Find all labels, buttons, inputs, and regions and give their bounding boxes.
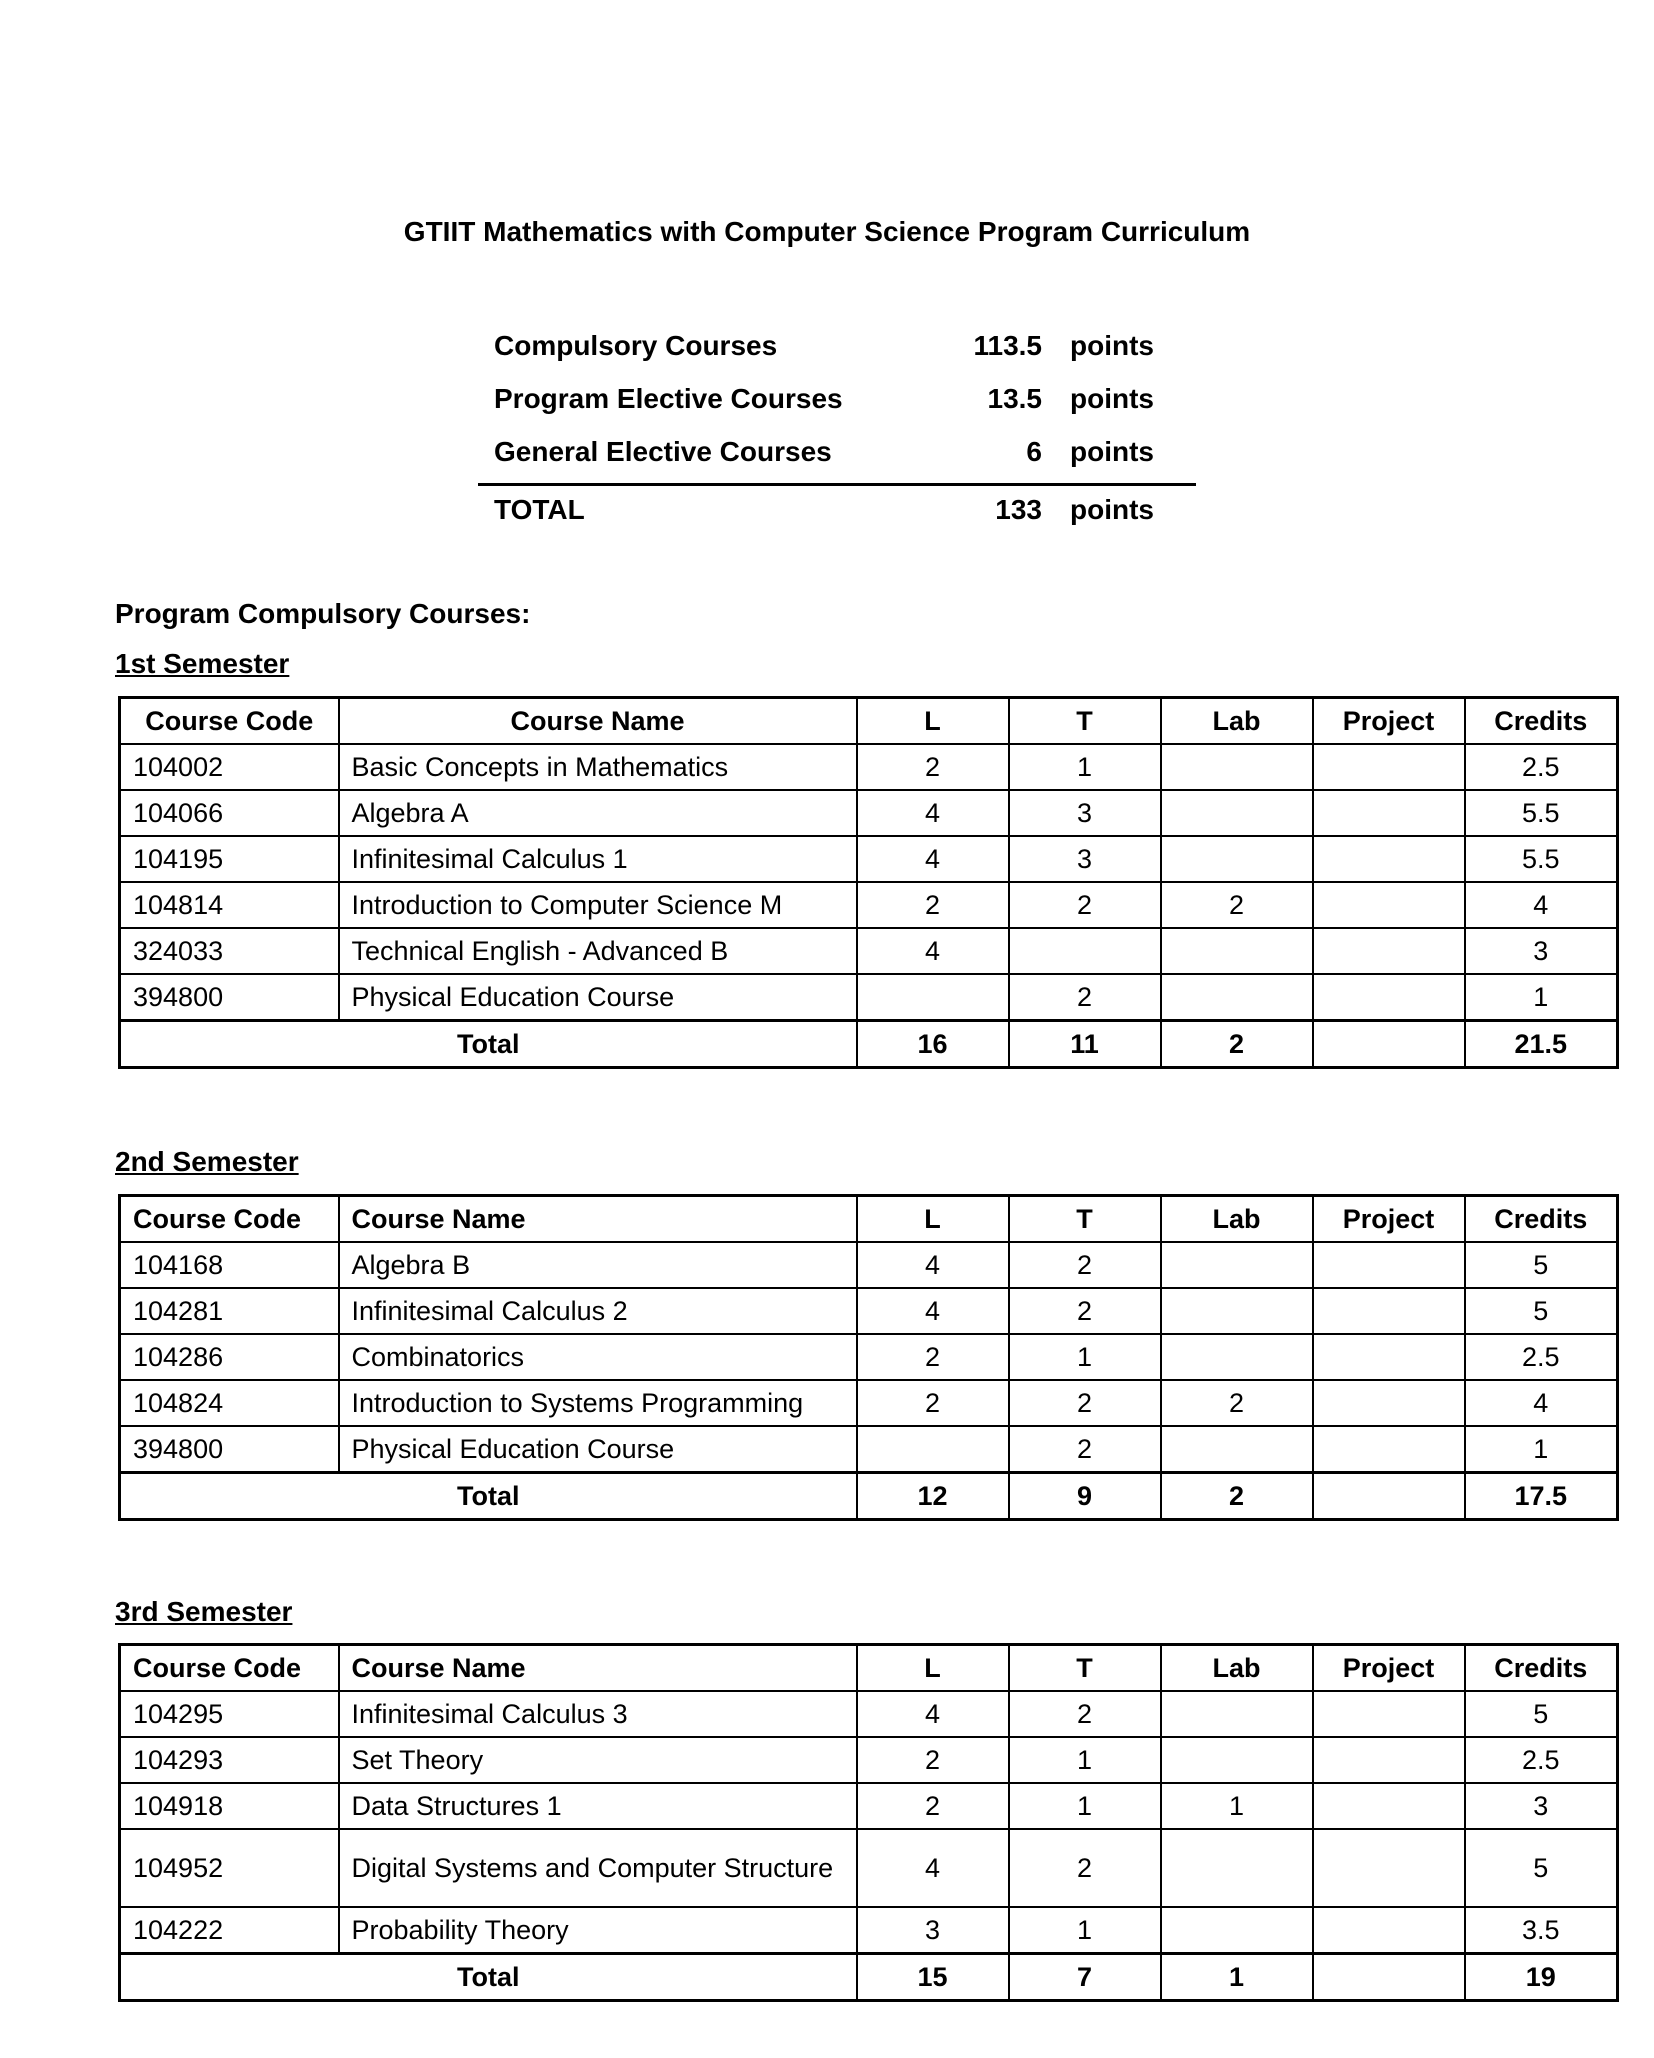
total-label: Total [120, 1473, 857, 1520]
course-name: Infinitesimal Calculus 3 [339, 1691, 857, 1737]
total-credits: 19 [1465, 1954, 1618, 2001]
column-header: Lab [1161, 1196, 1313, 1243]
course-code: 104952 [120, 1829, 339, 1907]
course-name: Introduction to Computer Science M [339, 882, 857, 928]
lab-hours [1161, 836, 1313, 882]
course-name: Probability Theory [339, 1907, 857, 1954]
credits: 3 [1465, 928, 1618, 974]
tutorial-hours: 2 [1009, 974, 1161, 1021]
lab-hours: 2 [1161, 1380, 1313, 1426]
course-code: 104824 [120, 1380, 339, 1426]
tutorial-hours: 1 [1009, 1907, 1161, 1954]
credits: 5 [1465, 1691, 1618, 1737]
credits: 4 [1465, 1380, 1618, 1426]
column-header: Lab [1161, 1645, 1313, 1692]
tutorial-hours: 2 [1009, 1380, 1161, 1426]
semester-heading-1: 1st Semester [115, 648, 290, 679]
summary-row-compulsory [478, 324, 1196, 377]
column-header: Course Code [120, 1645, 339, 1692]
lecture-hours: 2 [857, 1783, 1009, 1829]
project-hours [1313, 1907, 1465, 1954]
total-row [120, 1954, 1618, 2001]
total-lecture: 12 [857, 1473, 1009, 1520]
credits: 1 [1465, 974, 1618, 1021]
summary-unit: points [1070, 494, 1154, 525]
course-code: 394800 [120, 1426, 339, 1473]
total-lab: 1 [1161, 1954, 1313, 2001]
column-header: L [857, 1196, 1009, 1243]
project-hours [1313, 928, 1465, 974]
total-project [1313, 1954, 1465, 2001]
course-name: Infinitesimal Calculus 2 [339, 1288, 857, 1334]
course-name: Digital Systems and Computer Structure [339, 1829, 857, 1907]
column-header: T [1009, 1196, 1161, 1243]
tutorial-hours: 2 [1009, 1288, 1161, 1334]
column-header: L [857, 1645, 1009, 1692]
project-hours [1313, 882, 1465, 928]
lecture-hours: 4 [857, 836, 1009, 882]
lab-hours [1161, 1737, 1313, 1783]
course-name: Technical English - Advanced B [339, 928, 857, 974]
total-lecture: 16 [857, 1021, 1009, 1068]
column-header: Credits [1465, 1196, 1618, 1243]
page-title: GTIIT Mathematics with Computer Science Program Curriculum [403, 216, 1251, 247]
tutorial-hours: 1 [1009, 1737, 1161, 1783]
column-header: Lab [1161, 698, 1313, 745]
summary-value: 6 [1026, 436, 1042, 467]
lab-hours [1161, 1242, 1313, 1288]
lab-hours [1161, 928, 1313, 974]
table-row [120, 1334, 1618, 1380]
credits: 1 [1465, 1426, 1618, 1473]
credits: 3 [1465, 1783, 1618, 1829]
column-header: Project [1313, 1196, 1465, 1243]
lecture-hours: 2 [857, 882, 1009, 928]
table-row [120, 1783, 1618, 1829]
course-name: Set Theory [339, 1737, 857, 1783]
points-summary [478, 324, 1196, 541]
tutorial-hours: 2 [1009, 1691, 1161, 1737]
table-row [120, 1737, 1618, 1783]
column-header: Course Code [120, 698, 339, 745]
semester-heading-2: 2nd Semester [115, 1146, 299, 1177]
credits: 5.5 [1465, 836, 1618, 882]
tutorial-hours [1009, 928, 1161, 974]
column-header: Credits [1465, 1645, 1618, 1692]
credits: 2.5 [1465, 1737, 1618, 1783]
summary-value: 133 [995, 494, 1042, 525]
course-name: Basic Concepts in Mathematics [339, 744, 857, 790]
project-hours [1313, 1737, 1465, 1783]
project-hours [1313, 1334, 1465, 1380]
column-header: L [857, 698, 1009, 745]
lab-hours [1161, 1907, 1313, 1954]
course-name: Algebra B [339, 1242, 857, 1288]
summary-row-program-elective [478, 377, 1196, 430]
tutorial-hours: 2 [1009, 1242, 1161, 1288]
credits: 5 [1465, 1829, 1618, 1907]
column-header: Project [1313, 1645, 1465, 1692]
table-row [120, 1829, 1618, 1907]
table-row [120, 836, 1618, 882]
project-hours [1313, 1783, 1465, 1829]
course-name: Combinatorics [339, 1334, 857, 1380]
total-label: Total [120, 1021, 857, 1068]
course-code: 104293 [120, 1737, 339, 1783]
lecture-hours: 2 [857, 1380, 1009, 1426]
column-header: Project [1313, 698, 1465, 745]
lab-hours: 1 [1161, 1783, 1313, 1829]
semester-table-3 [118, 1643, 1619, 2002]
table-row [120, 1380, 1618, 1426]
tutorial-hours: 2 [1009, 1426, 1161, 1473]
table-row [120, 1288, 1618, 1334]
total-tutorial: 7 [1009, 1954, 1161, 2001]
project-hours [1313, 1691, 1465, 1737]
course-code: 104066 [120, 790, 339, 836]
tutorial-hours: 1 [1009, 1334, 1161, 1380]
tutorial-hours: 2 [1009, 1829, 1161, 1907]
table-row [120, 790, 1618, 836]
section-heading: Program Compulsory Courses: [115, 598, 531, 629]
tutorial-hours: 1 [1009, 1783, 1161, 1829]
course-code: 394800 [120, 974, 339, 1021]
total-lab: 2 [1161, 1473, 1313, 1520]
total-label: Total [120, 1954, 857, 2001]
column-header: Course Name [339, 1645, 857, 1692]
table-row [120, 1691, 1618, 1737]
total-row [120, 1021, 1618, 1068]
lecture-hours: 4 [857, 790, 1009, 836]
table-row [120, 882, 1618, 928]
total-credits: 17.5 [1465, 1473, 1618, 1520]
course-code: 104814 [120, 882, 339, 928]
course-code: 104168 [120, 1242, 339, 1288]
summary-value: 13.5 [987, 383, 1042, 414]
column-header: Course Name [339, 1196, 857, 1243]
course-code: 104195 [120, 836, 339, 882]
course-code: 104295 [120, 1691, 339, 1737]
course-name: Infinitesimal Calculus 1 [339, 836, 857, 882]
project-hours [1313, 1288, 1465, 1334]
lecture-hours: 4 [857, 1829, 1009, 1907]
project-hours [1313, 1426, 1465, 1473]
project-hours [1313, 836, 1465, 882]
credits: 3.5 [1465, 1907, 1618, 1954]
table-header-row [120, 1645, 1618, 1692]
total-tutorial: 11 [1009, 1021, 1161, 1068]
lecture-hours: 3 [857, 1907, 1009, 1954]
total-lecture: 15 [857, 1954, 1009, 2001]
lab-hours [1161, 974, 1313, 1021]
lecture-hours: 4 [857, 1691, 1009, 1737]
table-row [120, 928, 1618, 974]
credits: 5 [1465, 1288, 1618, 1334]
tutorial-hours: 3 [1009, 790, 1161, 836]
tutorial-hours: 2 [1009, 882, 1161, 928]
course-code: 104002 [120, 744, 339, 790]
credits: 5.5 [1465, 790, 1618, 836]
tutorial-hours: 3 [1009, 836, 1161, 882]
credits: 2.5 [1465, 744, 1618, 790]
column-header: Course Code [120, 1196, 339, 1243]
total-project [1313, 1473, 1465, 1520]
course-name: Physical Education Course [339, 974, 857, 1021]
total-credits: 21.5 [1465, 1021, 1618, 1068]
column-header: Credits [1465, 698, 1618, 745]
column-header: Course Name [339, 698, 857, 745]
course-code: 324033 [120, 928, 339, 974]
lecture-hours: 4 [857, 1288, 1009, 1334]
total-lab: 2 [1161, 1021, 1313, 1068]
table-row [120, 1242, 1618, 1288]
project-hours [1313, 1829, 1465, 1907]
semester-heading-3: 3rd Semester [115, 1596, 293, 1627]
course-name: Algebra A [339, 790, 857, 836]
course-code: 104222 [120, 1907, 339, 1954]
project-hours [1313, 1380, 1465, 1426]
total-tutorial: 9 [1009, 1473, 1161, 1520]
table-row [120, 1907, 1618, 1954]
lecture-hours [857, 1426, 1009, 1473]
lab-hours [1161, 1829, 1313, 1907]
summary-value: 113.5 [973, 330, 1042, 361]
credits: 4 [1465, 882, 1618, 928]
semester-table-1 [118, 696, 1619, 1069]
course-code: 104281 [120, 1288, 339, 1334]
project-hours [1313, 974, 1465, 1021]
lab-hours [1161, 744, 1313, 790]
summary-label: General Elective Courses [494, 436, 832, 467]
project-hours [1313, 790, 1465, 836]
summary-unit: points [1070, 383, 1154, 414]
lecture-hours: 2 [857, 1334, 1009, 1380]
course-name: Physical Education Course [339, 1426, 857, 1473]
table-row [120, 1426, 1618, 1473]
summary-label: TOTAL [494, 494, 585, 525]
table-row [120, 744, 1618, 790]
lecture-hours [857, 974, 1009, 1021]
summary-row-general-elective [478, 430, 1196, 486]
summary-label: Program Elective Courses [494, 383, 843, 414]
course-name: Introduction to Systems Programming [339, 1380, 857, 1426]
table-header-row [120, 1196, 1618, 1243]
lab-hours [1161, 790, 1313, 836]
summary-row-total [478, 488, 1196, 541]
course-code: 104286 [120, 1334, 339, 1380]
lab-hours [1161, 1691, 1313, 1737]
lab-hours: 2 [1161, 882, 1313, 928]
table-row [120, 974, 1618, 1021]
project-hours [1313, 744, 1465, 790]
semester-table-2 [118, 1194, 1619, 1521]
lecture-hours: 4 [857, 928, 1009, 974]
summary-unit: points [1070, 436, 1154, 467]
course-name: Data Structures 1 [339, 1783, 857, 1829]
lecture-hours: 4 [857, 1242, 1009, 1288]
lab-hours [1161, 1334, 1313, 1380]
summary-unit: points [1070, 330, 1154, 361]
course-code: 104918 [120, 1783, 339, 1829]
credits: 5 [1465, 1242, 1618, 1288]
column-header: T [1009, 1645, 1161, 1692]
project-hours [1313, 1242, 1465, 1288]
total-row [120, 1473, 1618, 1520]
column-header: T [1009, 698, 1161, 745]
lecture-hours: 2 [857, 1737, 1009, 1783]
tutorial-hours: 1 [1009, 744, 1161, 790]
total-project [1313, 1021, 1465, 1068]
lab-hours [1161, 1288, 1313, 1334]
lab-hours [1161, 1426, 1313, 1473]
summary-label: Compulsory Courses [494, 330, 778, 361]
credits: 2.5 [1465, 1334, 1618, 1380]
lecture-hours: 2 [857, 744, 1009, 790]
table-header-row [120, 698, 1618, 745]
